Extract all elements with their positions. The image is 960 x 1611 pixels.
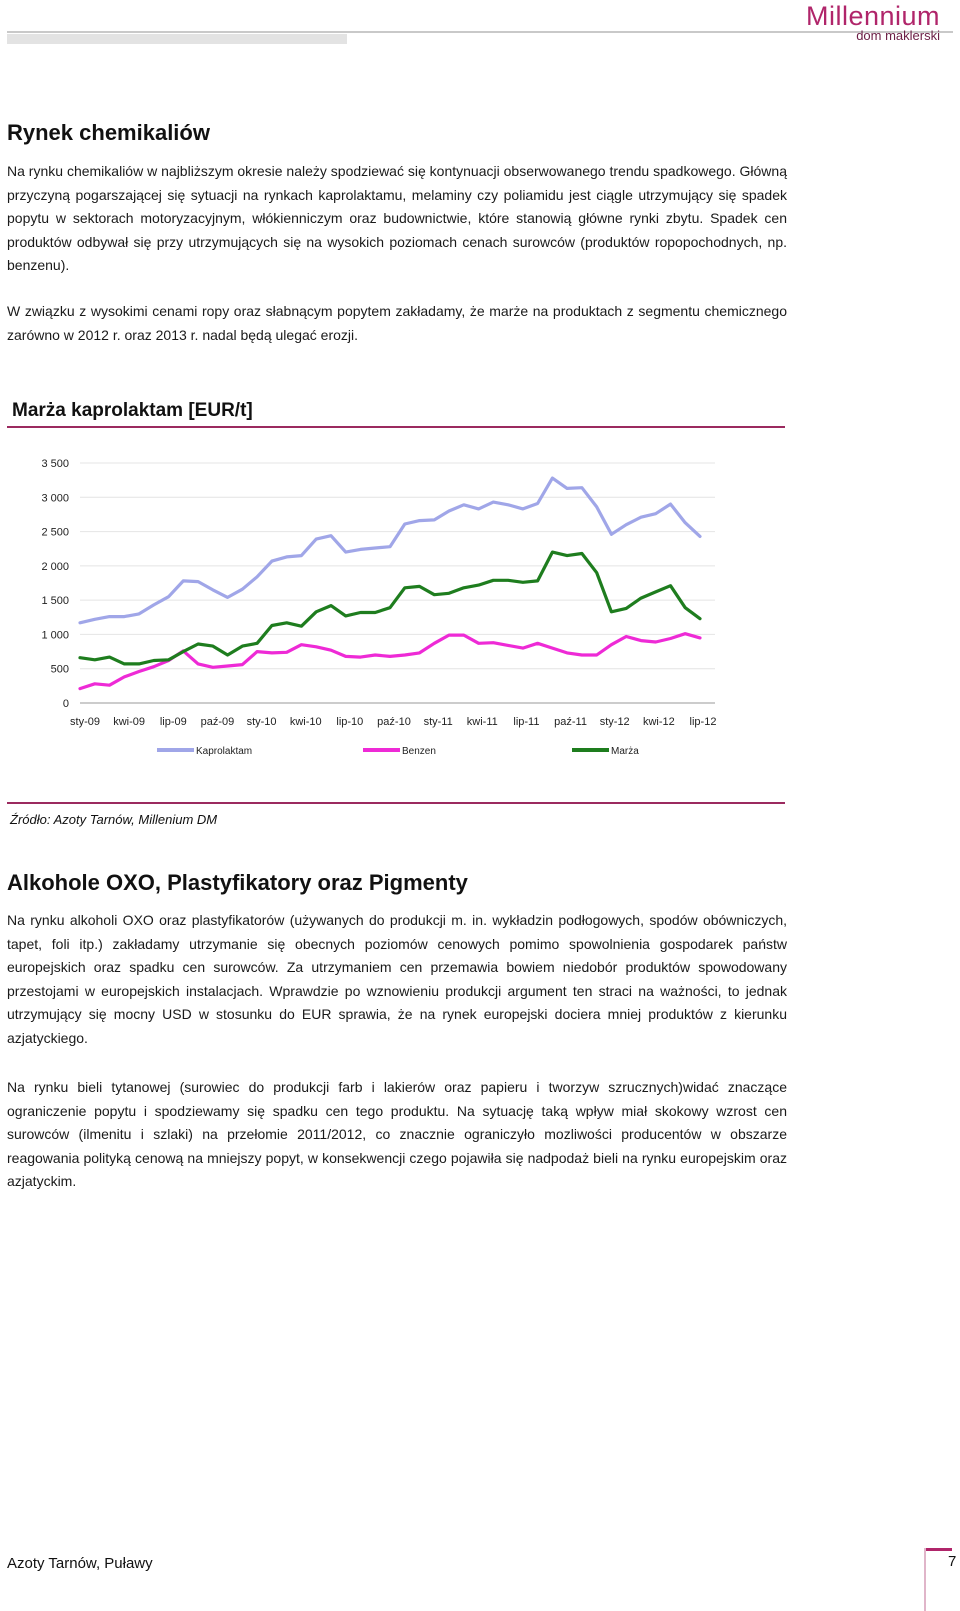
series-line-benzen [80, 634, 700, 689]
brand-subtitle: dom maklerski [856, 28, 940, 43]
x-tick-label: lip-10 [336, 716, 364, 728]
y-tick-label: 3 000 [41, 492, 69, 505]
x-tick-label: lip-11 [513, 716, 540, 728]
x-tick-label: lip-09 [159, 716, 187, 728]
paragraph-chemicals-1: Na rynku chemikaliów w najbliższym okresie należy spodziewać się kontynuacji obserwowanego trendu spadkowego. Główną przyczyną pogarszającej się sytuacji na rynkach kaprolaktamu, melaminy czy poliamidu jest ciągle utrzymujący się spadek popytu w sektorach motoryzacyjnym, włókienniczym oraz budownictwie, które stanowią główne rynki zbytu. Spadek cen produktów odbywał się przy utrzymujących się na wysokich poziomach cenach surowców (produktów ropopochodnych, np. benzenu). [7, 163, 787, 273]
legend-label: Marża [611, 746, 639, 757]
x-tick-label: paź-11 [554, 716, 587, 728]
x-tick-label: sty-11 [423, 716, 453, 728]
x-tick-label: sty-10 [246, 716, 277, 728]
brand-logo [806, 2, 940, 42]
x-tick-label: kwi-12 [642, 716, 675, 728]
source-note: Źródło: Azoty Tarnów, Millenium DM [10, 812, 218, 827]
x-tick-label: sty-09 [70, 716, 100, 728]
footer-accent-line [924, 1548, 926, 1611]
brand-name: Millennium [805, 1, 940, 31]
page-number: 7 [948, 1553, 957, 1570]
legend-label: Benzen [402, 746, 436, 757]
paragraph-oxo-1: Na rynku alkoholi OXO oraz plastyfikatorów (używanych do produkcji m. in. wykładzin podłogowych, spodów obówniczych, tapet, foli itp.) zakładamy utrzymanie się obecnych poziomów cenowych pomimo spowolnienia gospodarek państw europejskich oraz spadku cen surowców. Za utrzymaniem cen przemawia bowiem niedobór produktów spowodowany przestojami w europejskich instalacjach. Wprawdzie po wznowieniu produkcji argument ten straci na ważności, to jednak utrzymujący się mocny USD w stosunku do EUR sprawia, że na rynek europejski dociera mniej produktów z kierunku azjatyckiego. [7, 912, 787, 1046]
y-tick-label: 2 000 [41, 560, 69, 573]
footer-company: Azoty Tarnów, Puławy [7, 1555, 153, 1572]
x-tick-label: paź-09 [200, 716, 235, 728]
y-tick-label: 1 500 [41, 595, 69, 608]
y-tick-label: 0 [62, 698, 69, 710]
paragraph-oxo-2: Na rynku bieli tytanowej (surowiec do produkcji farb i lakierów oraz papieru i tworzyw szrucznych)widać znaczące ograniczenie popytu i spodziewamy się spadku cen tego produktu. Na sytuację taką wpływ miał skokowy wzrost cen surowców (ilmenitu i szlaki) na przełomie 2011/2012, co znacznie ograniczyło mozliwości producentów w obszarze reagowania polityką cenową na mniejszy popyt, w konsekwencji czego pojawiła się nadpodaż bieli na rynku europejskim oraz azjatyckim. [7, 1079, 787, 1189]
section-title-chemicals: Rynek chemikaliów [7, 120, 210, 145]
x-tick-label: paź-10 [377, 716, 411, 728]
margin-chart [0, 440, 790, 800]
y-tick-label: 3 500 [41, 458, 69, 470]
page-header [0, 0, 960, 50]
chart-title: Marża kaprolaktam [EUR/t] [12, 400, 253, 421]
footer-accent-bar [924, 1548, 952, 1551]
x-tick-label: kwi-10 [289, 716, 322, 728]
x-tick-label: sty-12 [599, 716, 630, 728]
legend-label: Kaprolaktam [196, 746, 253, 757]
chart-rule-bottom [7, 802, 785, 804]
chart-rule-top [7, 426, 785, 428]
x-tick-label: kwi-11 [466, 716, 498, 728]
x-tick-label: kwi-09 [113, 716, 146, 728]
header-bar [7, 34, 347, 44]
x-tick-label: lip-12 [689, 716, 717, 728]
y-tick-label: 2 500 [41, 526, 69, 539]
y-tick-label: 1 000 [41, 629, 69, 642]
paragraph-chemicals-2: W związku z wysokimi cenami ropy oraz słabnącym popytem zakładamy, że marże na produktach z segmentu chemicznego zarówno w 2012 r. oraz 2013 r. nadal będą ulegać erozji. [7, 303, 787, 343]
section-title-oxo: Alkohole OXO, Plastyfikatory oraz Pigmenty [7, 870, 468, 895]
y-tick-label: 500 [50, 663, 69, 676]
